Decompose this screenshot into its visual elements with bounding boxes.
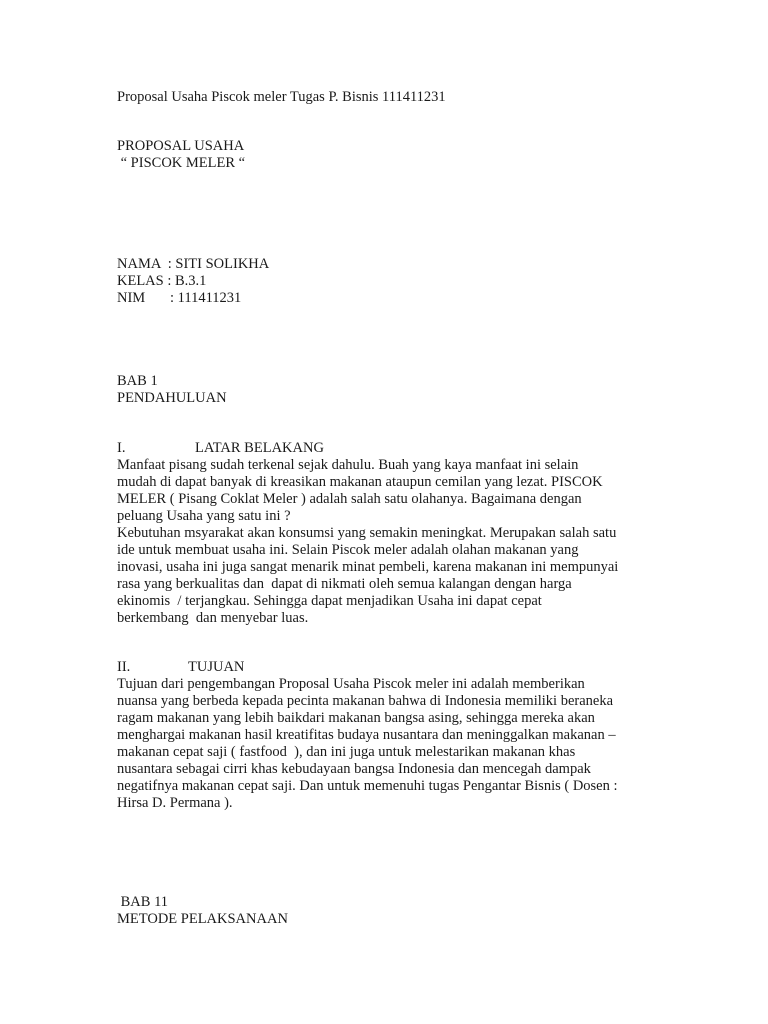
section2-line: ragam makanan yang lebih baikdari makanan bangsa asing, sehingga mereka akan [117, 710, 595, 726]
section1-line: ide untuk membuat usaha ini. Selain Piscok meler adalah olahan makanan yang [117, 542, 579, 558]
section1-line: MELER ( Pisang Coklat Meler ) adalah salah satu olahanya. Bagaimana dengan [117, 491, 582, 507]
section2-line: Hirsa D. Permana ). [117, 795, 233, 811]
bab1-subtitle: PENDAHULUAN [117, 390, 227, 406]
section1-heading [117, 440, 324, 457]
cover-subtitle: “ PISCOK MELER “ [117, 155, 246, 171]
bab2-title: BAB 11 [117, 894, 169, 910]
nim-value: : 111411231 [170, 290, 242, 306]
section2-line: negatifnya makanan cepat saji. Dan untuk memenuhi tugas Pengantar Bisnis ( Dosen : [117, 778, 618, 794]
document-header-title: Proposal Usaha Piscok meler Tugas P. Bisnis 111411231 [117, 89, 446, 105]
section1-number: I. [117, 440, 126, 456]
section2-number: II. [117, 659, 131, 675]
section2-line: makanan cepat saji ( fastfood ), dan ini juga untuk melestarikan makanan khas [117, 744, 576, 760]
identity-kelas: KELAS : B.3.1 [117, 273, 207, 289]
section2-line: nusantara sebagai cirri khas kebudayaan bangsa Indonesia dan mencegah dampak [117, 761, 591, 777]
section2-heading-text: TUJUAN [188, 659, 245, 675]
section1-line: Kebutuhan msyarakat akan konsumsi yang semakin meningkat. Merupakan salah satu [117, 525, 617, 541]
section2-heading [117, 659, 244, 676]
section1-line: Manfaat pisang sudah terkenal sejak dahulu. Buah yang kaya manfaat ini selain [117, 457, 579, 473]
section2-line: Tujuan dari pengembangan Proposal Usaha Piscok meler ini adalah memberikan [117, 676, 585, 692]
section1-heading-text: LATAR BELAKANG [195, 440, 324, 456]
section1-line: mudah di dapat banyak di kreasikan makanan ataupun cemilan yang lezat. PISCOK [117, 474, 603, 490]
identity-nim [117, 290, 241, 307]
section1-line: rasa yang berkualitas dan dapat di nikmati oleh semua kalangan dengan harga [117, 576, 572, 592]
cover-title: PROPOSAL USAHA [117, 138, 245, 154]
section1-line: peluang Usaha yang satu ini ? [117, 508, 291, 524]
bab1-title: BAB 1 [117, 373, 158, 389]
nim-label: NIM [117, 290, 146, 306]
section2-line: menghargai makanan hasil kreatifitas budaya nusantara dan meninggalkan makanan – [117, 727, 616, 743]
bab2-subtitle: METODE PELAKSANAAN [117, 911, 288, 927]
section1-line: inovasi, usaha ini juga sangat menarik minat pembeli, karena makanan ini mempunyai [117, 559, 619, 575]
section1-line: ekinomis / terjangkau. Sehingga dapat menjadikan Usaha ini dapat cepat [117, 593, 542, 609]
identity-nama: NAMA : SITI SOLIKHA [117, 256, 270, 272]
section1-line: berkembang dan menyebar luas. [117, 610, 309, 626]
section2-line: nuansa yang berbeda kepada pecinta makanan bahwa di Indonesia memiliki beraneka [117, 693, 614, 709]
